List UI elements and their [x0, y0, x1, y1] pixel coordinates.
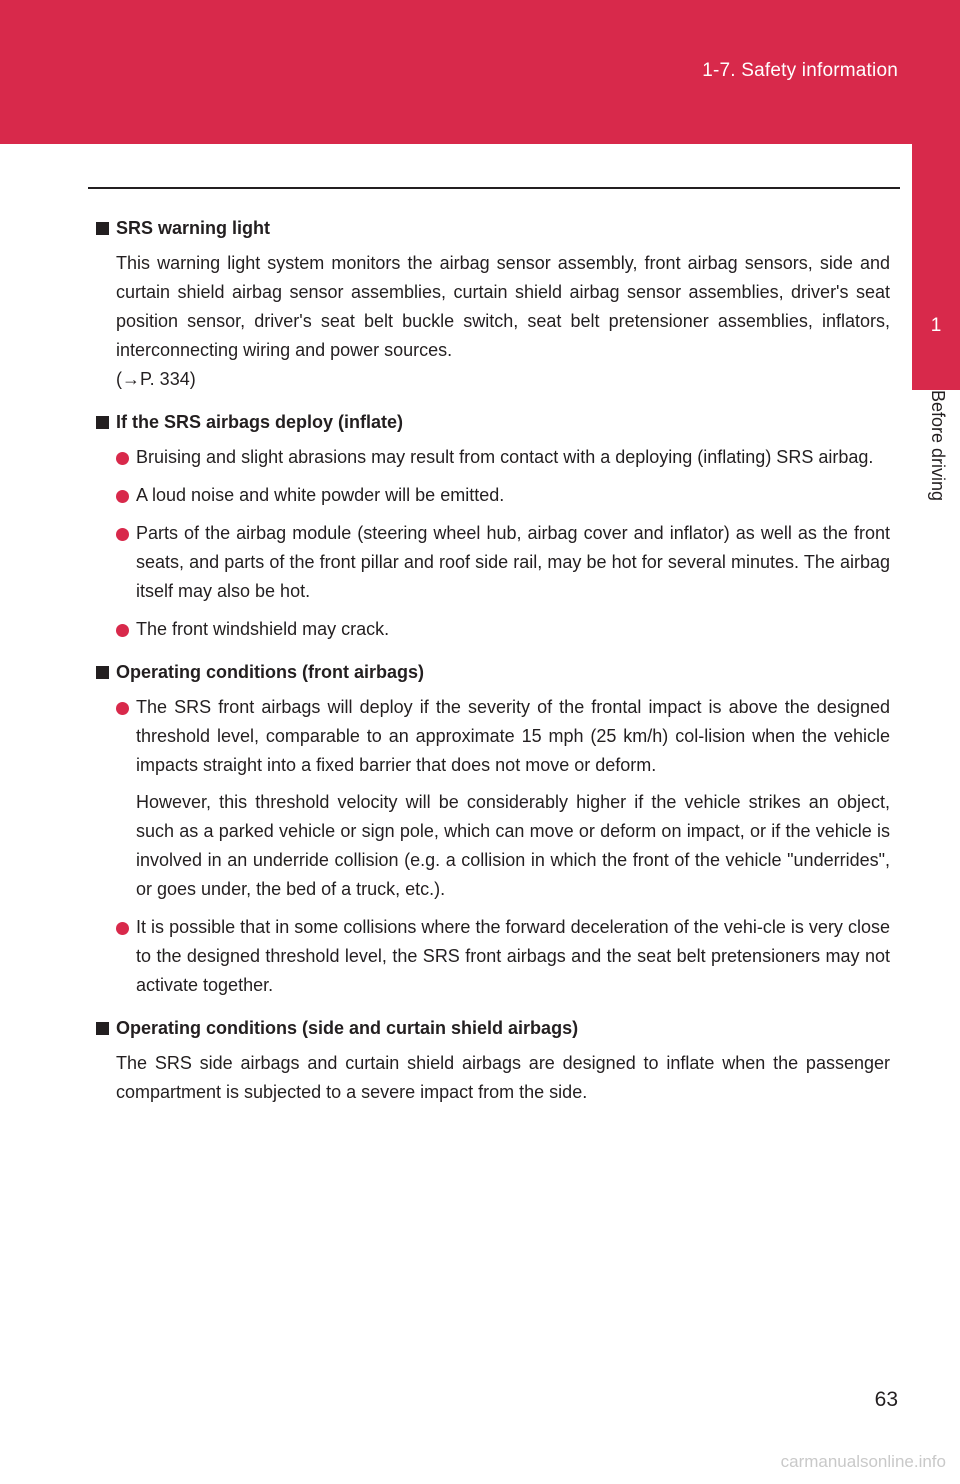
section-heading	[96, 214, 890, 243]
list-item-text: Parts of the airbag module (steering wheel hub, airbag cover and inflator) as well as the front seats, and parts of the front pillar and roof side rail, may be hot for several minutes. The airbag itself may also be hot.	[136, 523, 890, 601]
list-item	[96, 481, 890, 510]
chapter-tab	[912, 144, 960, 390]
list-item-text: A loud noise and white powder will be emitted.	[136, 485, 505, 505]
list-item-text: Bruising and slight abrasions may result from contact with a deploying (inflating) SRS airbag.	[136, 447, 874, 467]
list-item-continuation: However, this threshold velocity will be considerably higher if the vehicle strikes an object, such as a parked vehicle or sign pole, which can move or deform on impact, or if the vehicle is involved in an underride collision (e.g. a collision in which the front of the vehicle "underrides", or goes under, the bed of a truck, etc.).	[136, 792, 890, 899]
heading-text: Operating conditions (side and curtain shield airbags)	[116, 1018, 579, 1038]
page-reference[interactable]: (→P. 334)	[116, 369, 196, 389]
circle-bullet-icon	[116, 922, 129, 935]
list-item-text: The SRS front airbags will deploy if the severity of the frontal impact is above the designed threshold level, comparable to an approximate 15 mph (25 km/h) col-lision when the vehicle impacts straight into a fixed barrier that does not move or deform.	[136, 697, 890, 775]
square-bullet-icon	[96, 1022, 109, 1035]
list-item	[96, 913, 890, 1000]
circle-bullet-icon	[116, 702, 129, 715]
list-item	[96, 693, 890, 780]
list-item-text: The front windshield may crack.	[136, 619, 390, 639]
paragraph: The SRS side airbags and curtain shield airbags are designed to inflate when the passenger compartment is subjected to a severe impact from the side.	[116, 1053, 890, 1102]
list-item	[96, 443, 890, 472]
top-rule	[88, 187, 900, 189]
section-title: 1-7. Safety information	[702, 60, 898, 81]
square-bullet-icon	[96, 222, 109, 235]
square-bullet-icon	[96, 666, 109, 679]
list-item	[96, 615, 890, 644]
circle-bullet-icon	[116, 624, 129, 637]
list-item-text: It is possible that in some collisions where the forward deceleration of the vehi-cle is very close to the designed threshold level, the SRS front airbags and the seat belt pretensioners may not activate together.	[136, 917, 890, 995]
page-number: 63	[874, 1388, 898, 1411]
section-heading	[96, 408, 890, 437]
paragraph: This warning light system monitors the airbag sensor assembly, front airbag sensors, side and curtain shield airbag sensor assemblies, curtain shield airbag sensor assemblies, driver's seat position sensor, driver's seat belt buckle switch, seat belt pretensioner assemblies, inflators, interconnecting wiring and power sources.	[116, 253, 890, 360]
chapter-label-wrap	[912, 390, 960, 536]
chapter-label: Before driving	[928, 390, 948, 502]
list-item	[96, 519, 890, 606]
circle-bullet-icon	[116, 490, 129, 503]
heading-text: Operating conditions (front airbags)	[116, 662, 425, 682]
square-bullet-icon	[96, 416, 109, 429]
heading-text: If the SRS airbags deploy (inflate)	[116, 412, 404, 432]
section-heading	[96, 658, 890, 687]
circle-bullet-icon	[116, 452, 129, 465]
chapter-number: 1	[930, 315, 942, 336]
section-heading	[96, 1014, 890, 1043]
circle-bullet-icon	[116, 528, 129, 541]
page-content	[96, 214, 890, 1107]
watermark: carmanualsonline.info	[780, 1452, 946, 1471]
heading-text: SRS warning light	[116, 218, 271, 238]
